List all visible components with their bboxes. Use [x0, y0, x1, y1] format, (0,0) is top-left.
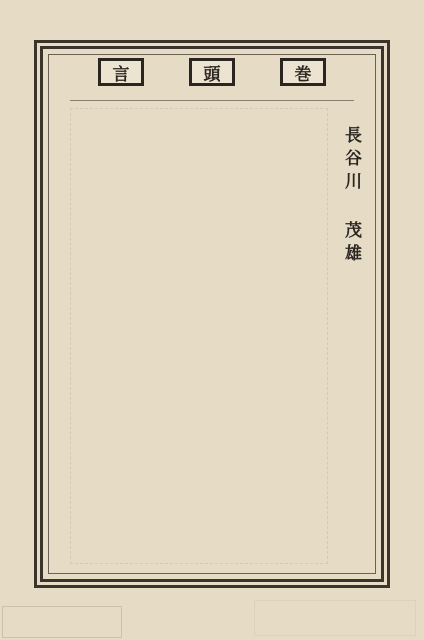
heading-rule	[70, 100, 354, 101]
heading-char: 頭	[189, 58, 235, 86]
author-name: 長谷川 茂雄	[341, 126, 361, 267]
heading	[98, 58, 326, 88]
archive-seal	[2, 606, 122, 638]
heading-char: 巻	[280, 58, 326, 86]
heading-char: 言	[98, 58, 144, 86]
archive-watermark	[254, 600, 416, 636]
body-text-area	[70, 108, 328, 564]
